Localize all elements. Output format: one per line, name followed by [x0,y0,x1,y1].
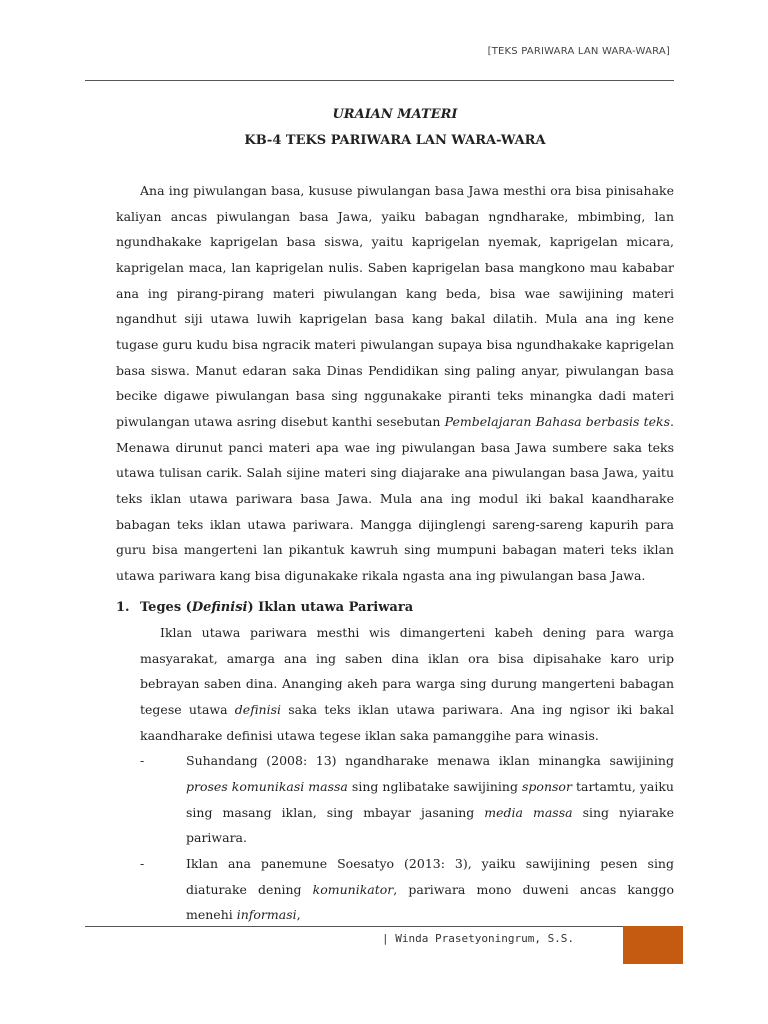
intro-text-2: . Menawa dirunut panci materi apa wae ing piwulangan basa Jawa sumbere saka teks utawa tulisan carik. Salah sijine materi sing diajarake ana piwulangan basa Jawa, yaitu teks iklan utawa pariwara basa Jawa. Mula ana ing modul iki bakal kaandharake babagan teks iklan utawa pariwara. Mangga dijinglengi sareng-sareng kapurih para guru bisa mangerteni lan pikantuk kawruh sing mumpuni babagan materi teks iklan utawa pariwara kang bisa digunakake rikala ngasta ana ing piwulangan basa Jawa. [116,413,675,583]
section-paragraph: Iklan utawa pariwara mesthi wis dimangerteni kabeh dening para warga masyarakat, amarga ana ing saben dina iklan ora bisa dipisahake karo urip bebrayan saben dina. Ananging akeh para warga sing durung mangerteni babagan tegese utawa definisi saka teks iklan utawa pariwara. Ana ing ngisor iki bakal kaandharake definisi utawa tegese iklan saka pamanggihe para winasis. [140,625,674,743]
document-subtitle: KB-4 TEKS PARIWARA LAN WARA-WARA [244,133,546,148]
footer-author: | Winda Prasetyoningrum, S.S. [382,932,575,945]
page-content [116,104,674,928]
intro-text-1: Ana ing piwulangan basa, kususe piwulangan basa Jawa mesthi ora bisa pinisahake kaliyan ancas piwulangan basa Jawa, yaiku babagan ngndharake, mbimbing, lan ngundhakake kaprigelan basa siswa, yaitu kaprigelan nyemak, kaprigelan micara, kaprigelan maca, lan kaprigelan nulis. Saben kaprigelan basa mangkono mau kababar ana ing pirang-pirang materi piwulangan kang beda, bisa wae sawijining materi ngandhut siji utawa luwih kaprigelan basa kang bakal dilatih. Mula ana ing kene tugase guru kudu bisa ngracik materi piwulangan supaya bisa ngundhakake kaprigelan basa siswa. Manut edaran saka Dinas Pendidikan sing paling anyar, piwulangan basa becike digawe piwulangan basa sing nggunakake piranti teks minangka dadi materi piwulangan utawa asring disebut kanthi sesebutan [116,183,674,429]
header-rule [85,80,674,81]
intro-paragraph [116,178,674,589]
section-number: 1. [116,599,130,615]
footer-rule [85,926,623,927]
list-item [140,748,674,851]
bullet-dash: - [140,753,145,769]
definition-list [140,748,674,928]
list-item-text: Suhandang (2008: 13) ngandharake menawa iklan minangka sawijining proses komunikasi massa sing nglibatake sawijining sponsor tartamtu, yaiku sing masang iklan, sing mbayar jasaning media massa sing nyiarake pariwara. [186,753,675,846]
section-heading [116,595,674,621]
bullet-dash: - [140,856,145,871]
list-item-text: Iklan ana panemune Soesatyo (2013: 3), yaiku sawijining pesen sing diaturake dening komunikator, pariwara mono duweni ancas kanggo menehi informasi, [186,856,674,923]
section-title: Teges (Definisi) Iklan utawa Pariwara [140,599,414,615]
running-header: [TEKS PARIWARA LAN WARA-WARA] [487,46,670,57]
footer-accent-bar [623,926,683,964]
list-item [140,851,674,928]
intro-italic-term: Pembelajaran Bahasa berbasis teks [444,413,671,429]
document-title: URAIAN MATERI [332,107,458,122]
